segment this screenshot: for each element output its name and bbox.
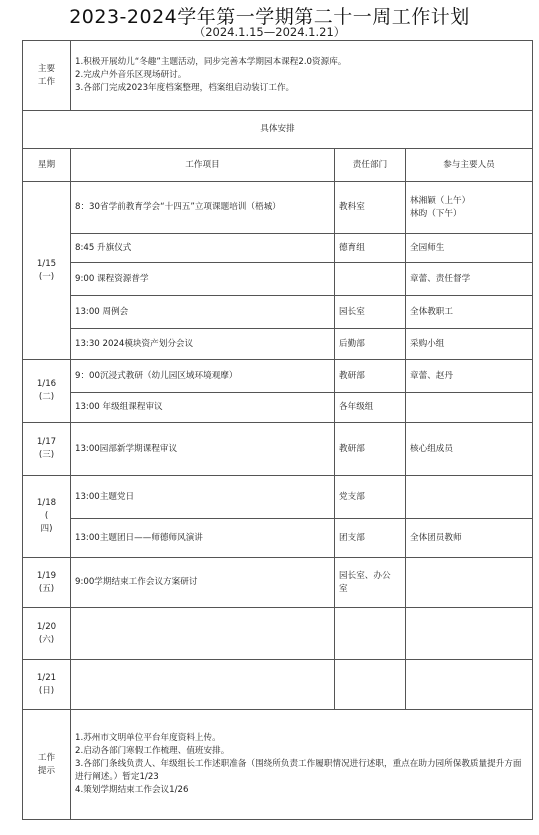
people-cell: 采购小组 bbox=[406, 329, 533, 360]
people-cell bbox=[406, 608, 533, 660]
schedule-row bbox=[23, 608, 533, 660]
page-title: 2023-2024学年第一学期第二十一周工作计划 bbox=[69, 6, 470, 28]
dept-cell: 园长室 bbox=[335, 296, 406, 329]
main-work-label-text: 主要 工作 bbox=[37, 63, 56, 87]
work-tips-list bbox=[71, 710, 533, 820]
people-cell: 全体教职工 bbox=[406, 296, 533, 329]
day-label: 1/17 (三) bbox=[23, 423, 71, 476]
header-row bbox=[23, 149, 533, 182]
people-cell: 章蕾、责任督学 bbox=[406, 263, 533, 296]
day-label: 1/20 (六) bbox=[23, 608, 71, 660]
dept-cell: 后勤部 bbox=[335, 329, 406, 360]
task-cell: 13:00 周例会 bbox=[71, 296, 335, 329]
schedule-row bbox=[23, 558, 533, 608]
dept-cell: 团支部 bbox=[335, 519, 406, 558]
day-label: 1/18 ( 四) bbox=[23, 476, 71, 558]
schedule-row bbox=[23, 234, 533, 263]
task-cell: 13:00 年级组课程审议 bbox=[71, 393, 335, 423]
main-work-item: 1.积极开展幼儿“冬趣”主题活动，同步完善本学期园本课程2.0资源库。 bbox=[75, 57, 347, 68]
header-dept: 责任部门 bbox=[335, 149, 406, 182]
header-task: 工作项目 bbox=[71, 149, 335, 182]
task-cell: 8：30省学前教育学会“十四五”立项课题培训（梧城） bbox=[71, 182, 335, 234]
work-tip-item: 4.策划学期结束工作会议1/26 bbox=[75, 784, 189, 795]
schedule-row bbox=[23, 263, 533, 296]
task-cell: 13:00主题党日 bbox=[71, 476, 335, 519]
people-cell: 全园师生 bbox=[406, 234, 533, 263]
task-cell: 13:30 2024模块资产划分会议 bbox=[71, 329, 335, 360]
people-cell: 全体团员教师 bbox=[406, 519, 533, 558]
schedule-row bbox=[23, 660, 533, 710]
people-cell: 章蕾、赵丹 bbox=[406, 360, 533, 393]
schedule-title: 具体安排 bbox=[23, 111, 533, 149]
dept-cell bbox=[335, 608, 406, 660]
dept-cell: 教科室 bbox=[335, 182, 406, 234]
people-cell bbox=[406, 393, 533, 423]
schedule-row bbox=[23, 476, 533, 519]
schedule-row bbox=[23, 360, 533, 393]
day-label: 1/21 (日) bbox=[23, 660, 71, 710]
header-people: 参与主要人员 bbox=[406, 149, 533, 182]
work-tip-item: 3.各部门条线负责人、年级组长工作述职准备（围绕所负责工作履职情况进行述职，重点在助力园所保教质量提升方面进行阐述。）暂定1/23 bbox=[75, 759, 522, 782]
schedule-row bbox=[23, 519, 533, 558]
dept-cell: 教研部 bbox=[335, 423, 406, 476]
schedule-row bbox=[23, 182, 533, 234]
dept-cell bbox=[335, 660, 406, 710]
header-day: 星期 bbox=[23, 149, 71, 182]
work-tips-label: 工作 提示 bbox=[23, 710, 71, 820]
task-cell bbox=[71, 660, 335, 710]
plan-table-body bbox=[23, 41, 533, 820]
main-work-item: 2.完成户外音乐区现场研讨。 bbox=[75, 70, 187, 81]
work-tips-row bbox=[23, 710, 533, 820]
dept-cell: 教研部 bbox=[335, 360, 406, 393]
day-label: 1/16 (二) bbox=[23, 360, 71, 423]
task-cell: 8:45 升旗仪式 bbox=[71, 234, 335, 263]
people-cell bbox=[406, 660, 533, 710]
people-cell bbox=[406, 476, 533, 519]
schedule-title-row bbox=[23, 111, 533, 149]
day-label: 1/19 (五) bbox=[23, 558, 71, 608]
people-cell bbox=[406, 558, 533, 608]
task-cell bbox=[71, 608, 335, 660]
people-cell: 核心组成员 bbox=[406, 423, 533, 476]
plan-table bbox=[22, 40, 533, 820]
dept-cell: 园长室、办公 室 bbox=[335, 558, 406, 608]
task-cell: 9：00沉浸式教研（幼儿园区域环境观摩） bbox=[71, 360, 335, 393]
work-tip-item: 2.启动各部门寒假工作梳理、值班安排。 bbox=[75, 746, 230, 757]
date-range: （2024.1.15—2024.1.21） bbox=[193, 25, 346, 39]
dept-cell bbox=[335, 263, 406, 296]
task-cell: 13:00主题团日——师德师风演讲 bbox=[71, 519, 335, 558]
task-cell: 9:00 课程资源普学 bbox=[71, 263, 335, 296]
task-cell: 9:00学期结束工作会议方案研讨 bbox=[71, 558, 335, 608]
people-cell: 林湘颖（上午） 林昀（下午） bbox=[406, 182, 533, 234]
dept-cell: 各年级组 bbox=[335, 393, 406, 423]
day-label: 1/15 (一) bbox=[23, 182, 71, 360]
dept-cell: 德育组 bbox=[335, 234, 406, 263]
dept-cell: 党支部 bbox=[335, 476, 406, 519]
schedule-row bbox=[23, 329, 533, 360]
schedule-row bbox=[23, 393, 533, 423]
main-work-row bbox=[23, 41, 533, 111]
task-cell: 13:00园部新学期课程审议 bbox=[71, 423, 335, 476]
work-tip-item: 1.苏州市文明单位平台年度资料上传。 bbox=[75, 733, 221, 744]
main-work-item: 3.各部门完成2023年度档案整理，档案组启动装订工作。 bbox=[75, 82, 295, 93]
main-work-label bbox=[23, 41, 71, 111]
schedule-row bbox=[23, 423, 533, 476]
schedule-row bbox=[23, 296, 533, 329]
main-work-list bbox=[71, 41, 533, 111]
